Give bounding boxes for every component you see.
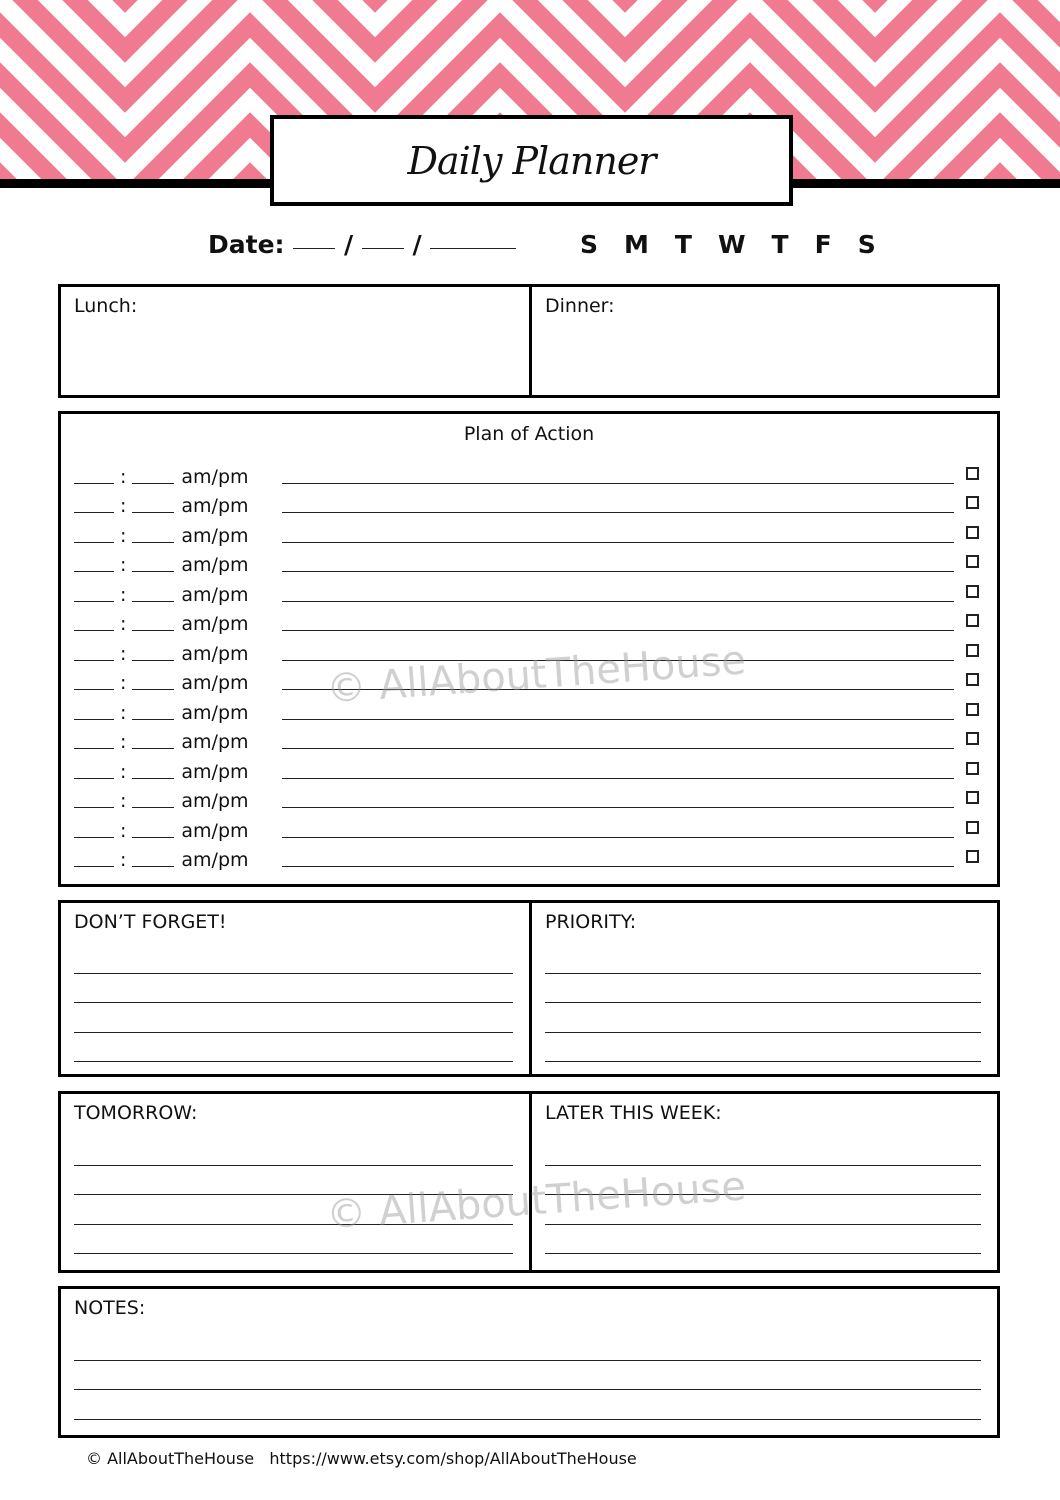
colon: :: [120, 554, 127, 576]
checkbox[interactable]: [966, 496, 979, 509]
dinner-label: Dinner:: [545, 295, 615, 317]
checkbox[interactable]: [966, 850, 979, 863]
ampm-label: am/pm: [181, 613, 249, 635]
minute-blank[interactable]: [132, 778, 174, 779]
dont-forget-priority-box: [58, 900, 1000, 1077]
ampm-label: am/pm: [181, 554, 249, 576]
minute-blank[interactable]: [132, 483, 174, 484]
weekday-4[interactable]: T: [771, 230, 789, 259]
weekday-selector[interactable]: [580, 230, 876, 259]
ampm-label: am/pm: [181, 819, 249, 842]
meals-box: [58, 284, 1000, 398]
checkbox[interactable]: [966, 644, 979, 657]
date-sep: /: [412, 230, 422, 259]
minute-blank[interactable]: [132, 601, 174, 602]
colon: :: [120, 583, 127, 606]
date-label: Date:: [208, 230, 285, 259]
minute-blank[interactable]: [132, 837, 174, 838]
checkbox[interactable]: [966, 791, 979, 804]
weekday-3[interactable]: W: [717, 230, 746, 259]
minute-blank[interactable]: [132, 748, 174, 749]
task-line[interactable]: [282, 866, 954, 867]
weekday-5[interactable]: F: [814, 230, 832, 259]
task-line[interactable]: [282, 719, 954, 720]
plan-row[interactable]: [74, 458, 979, 488]
notes-box[interactable]: [58, 1286, 1000, 1438]
task-line[interactable]: [282, 748, 954, 749]
minute-blank[interactable]: [132, 866, 174, 867]
task-line[interactable]: [282, 483, 954, 484]
ampm-label: am/pm: [181, 849, 249, 871]
task-line[interactable]: [282, 807, 954, 808]
colon: :: [120, 731, 127, 753]
footer: [86, 1449, 637, 1468]
hour-blank[interactable]: [74, 866, 114, 867]
footer-copyright: © AllAboutTheHouse: [86, 1449, 255, 1468]
plan-title: Plan of Action: [463, 423, 595, 445]
plan-row[interactable]: [74, 576, 979, 606]
hour-blank[interactable]: [74, 660, 114, 661]
date-field[interactable]: [208, 230, 516, 259]
task-line[interactable]: [282, 571, 954, 572]
plan-row[interactable]: [74, 783, 979, 813]
title-box: [270, 115, 793, 206]
checkbox[interactable]: [966, 762, 979, 775]
checkbox[interactable]: [966, 526, 979, 539]
watermark: © AllAboutTheHouse: [324, 637, 748, 713]
task-line[interactable]: [282, 630, 954, 631]
hour-blank[interactable]: [74, 601, 114, 602]
page-title: Daily Planner: [407, 138, 656, 183]
date-sep: /: [343, 230, 354, 259]
hour-blank[interactable]: [74, 512, 114, 513]
lunch-label: Lunch:: [74, 295, 138, 317]
weekday-2[interactable]: T: [674, 230, 692, 259]
checkbox[interactable]: [966, 821, 979, 834]
watermark: © AllAboutTheHouse: [324, 1163, 748, 1239]
colon: :: [120, 524, 127, 547]
footer-url[interactable]: https://www.etsy.com/shop/AllAboutTheHouse: [269, 1449, 637, 1468]
colon: :: [120, 613, 127, 635]
colon: :: [120, 642, 127, 665]
plan-row[interactable]: [74, 488, 979, 518]
ampm-label: am/pm: [181, 583, 249, 606]
plan-row[interactable]: [74, 724, 979, 754]
task-line[interactable]: [282, 837, 954, 838]
plan-of-action-box: [58, 411, 1000, 887]
weekday-6[interactable]: S: [857, 230, 876, 259]
colon: :: [120, 701, 127, 724]
task-line[interactable]: [282, 542, 954, 543]
minute-blank[interactable]: [132, 719, 174, 720]
ampm-label: am/pm: [181, 760, 249, 783]
plan-row[interactable]: [74, 753, 979, 783]
checkbox[interactable]: [966, 614, 979, 627]
colon: :: [120, 849, 127, 871]
checkbox[interactable]: [966, 585, 979, 598]
dont-forget-label: DON’T FORGET!: [74, 911, 227, 933]
tomorrow-label: TOMORROW:: [74, 1102, 198, 1124]
plan-row[interactable]: [74, 547, 979, 577]
hour-blank[interactable]: [74, 689, 114, 690]
colon: :: [120, 495, 127, 517]
later-label: LATER THIS WEEK:: [545, 1102, 722, 1124]
lines: [545, 944, 981, 1062]
weekday-1[interactable]: M: [624, 230, 649, 259]
plan-row[interactable]: [74, 842, 979, 872]
task-line[interactable]: [282, 512, 954, 513]
minute-blank[interactable]: [132, 571, 174, 572]
hour-blank[interactable]: [74, 837, 114, 838]
task-line[interactable]: [282, 601, 954, 602]
ampm-label: am/pm: [181, 731, 249, 753]
task-line[interactable]: [282, 778, 954, 779]
minute-blank[interactable]: [132, 512, 174, 513]
lines: [74, 944, 513, 1062]
hour-blank[interactable]: [74, 630, 114, 631]
priority-section[interactable]: [529, 903, 997, 1074]
plan-row[interactable]: [74, 606, 979, 636]
hour-blank[interactable]: [74, 483, 114, 484]
hour-blank[interactable]: [74, 571, 114, 572]
notes-label: NOTES:: [74, 1297, 146, 1319]
ampm-label: am/pm: [181, 465, 249, 488]
colon: :: [120, 790, 127, 812]
ampm-label: am/pm: [181, 524, 249, 547]
checkbox[interactable]: [966, 703, 979, 716]
checkbox[interactable]: [966, 555, 979, 568]
priority-label: PRIORITY:: [545, 911, 637, 933]
minute-blank[interactable]: [132, 660, 174, 661]
dinner-section[interactable]: [529, 287, 997, 395]
lunch-section[interactable]: [61, 287, 529, 395]
hour-blank[interactable]: [74, 778, 114, 779]
lines: [74, 1331, 981, 1420]
ampm-label: am/pm: [181, 701, 249, 724]
minute-blank[interactable]: [132, 807, 174, 808]
minute-blank[interactable]: [132, 630, 174, 631]
hour-blank[interactable]: [74, 807, 114, 808]
hour-blank[interactable]: [74, 748, 114, 749]
minute-blank[interactable]: [132, 689, 174, 690]
ampm-label: am/pm: [181, 642, 249, 665]
dont-forget-section[interactable]: [61, 903, 529, 1074]
colon: :: [120, 760, 127, 783]
ampm-label: am/pm: [181, 672, 249, 694]
hour-blank[interactable]: [74, 719, 114, 720]
colon: :: [120, 672, 127, 694]
colon: :: [120, 819, 127, 842]
checkbox[interactable]: [966, 673, 979, 686]
ampm-label: am/pm: [181, 790, 249, 812]
plan-row[interactable]: [74, 517, 979, 547]
plan-row[interactable]: [74, 812, 979, 842]
weekday-0[interactable]: S: [580, 230, 599, 259]
ampm-label: am/pm: [181, 495, 249, 517]
minute-blank[interactable]: [132, 542, 174, 543]
colon: :: [120, 465, 127, 488]
checkbox[interactable]: [966, 467, 979, 480]
tomorrow-section[interactable]: [61, 1094, 529, 1270]
checkbox[interactable]: [966, 732, 979, 745]
hour-blank[interactable]: [74, 542, 114, 543]
